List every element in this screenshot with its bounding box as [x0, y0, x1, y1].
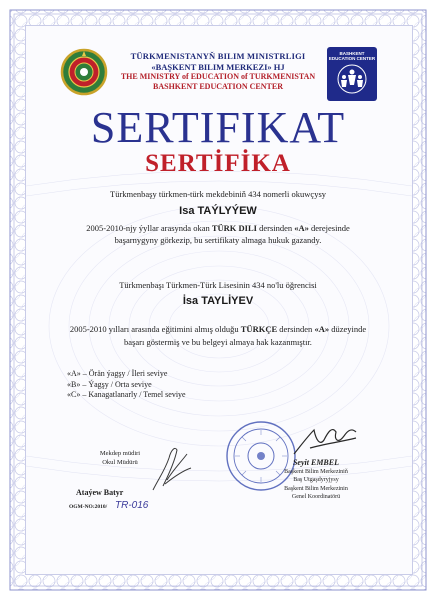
- tr-body-line2: başarı göstermiş ve bu belgeyi almaya hak kazanmıştır.: [124, 337, 312, 347]
- header-line2: «BAŞKENT BILIM MERKEZI» HJ: [151, 62, 285, 72]
- principal-role-tk: Mekdep müdiri: [99, 450, 141, 457]
- tk-body-post: derejesinde: [311, 223, 350, 233]
- badge-line1: BASHKENT: [339, 51, 365, 56]
- tr-body-mid: dersinden: [279, 324, 313, 334]
- coordinator-line1: Başkent Bilim Merkeziniň: [284, 468, 348, 475]
- tk-intro: Türkmenbaşy türkmen-türk mekdebiniň 434 nomerli okuwçysy: [110, 189, 326, 199]
- tr-body-line1: [30, 323, 406, 335]
- tk-body-line2: başarnygyny görkezip, bu sertifikaty almaga hukuk gazandy.: [114, 235, 322, 245]
- tk-body-pre: 2005-2010-njy ýyllar arasynda okan: [86, 223, 210, 233]
- tr-body-post: düzeyinde: [331, 324, 367, 334]
- coordinator-line4: Genel Koordinatörü: [291, 494, 341, 500]
- tk-body-line1: [30, 222, 406, 234]
- coordinator-name: Seyit EMBEL: [292, 458, 339, 467]
- tr-student-name: İsa TAYLİYEV: [182, 295, 254, 307]
- tk-student-name: Isa TAÝLYÝEW: [179, 205, 257, 217]
- coordinator-line2: Baş Utgaşdyryjysy: [293, 477, 339, 483]
- header-line3: THE MINISTRY of EDUCATION of TURKMENISTAN: [120, 72, 316, 81]
- tr-subject: TÜRKÇE: [240, 324, 278, 334]
- tr-intro: Türkmenbaşı Türkmen-Türk Lisesinin 434 no'lu öğrencisi: [119, 280, 317, 290]
- header-line4: BASHKENT EDUCATION CENTER: [153, 82, 283, 91]
- badge-line2: EDUCATION CENTER: [328, 56, 376, 61]
- registration-number: TR-016: [115, 500, 149, 511]
- certificate-subtitle: SERTİFİKA: [145, 150, 291, 177]
- tk-subject: TÜRK DILI: [211, 223, 257, 233]
- coordinator-block: [268, 459, 364, 502]
- principal-role-tr: Okul Müdürü: [102, 459, 138, 466]
- tr-grade: «A»: [314, 324, 330, 334]
- registration-label: OGM-NO:2010/: [69, 504, 108, 510]
- tk-grade: «A»: [294, 223, 309, 233]
- grade-c: «C» – Kanagatlanarly / Temel seviye: [67, 390, 186, 399]
- coordinator-line3: Başkent Bilim Merkezinin: [284, 485, 348, 492]
- tk-body-mid: dersinden: [259, 223, 293, 233]
- grade-a: «A» – Örän ýagşy / İleri seviye: [67, 369, 168, 378]
- grade-b: «B» – Ýagşy / Orta seviye: [67, 379, 152, 389]
- principal-name: Ataýew Batyr: [76, 488, 124, 497]
- header-line1: TÜRKMENISTANYŇ BILIM MINISTRLIGI: [130, 51, 306, 61]
- coordinator-signature: [290, 418, 360, 460]
- grading-scale: [67, 369, 186, 401]
- certificate-title: SERTIFIKAT: [90, 103, 346, 152]
- principal-signature: [145, 440, 195, 495]
- tr-body-pre: 2005-2010 yılları arasında eğitimini almış olduğu: [69, 324, 239, 334]
